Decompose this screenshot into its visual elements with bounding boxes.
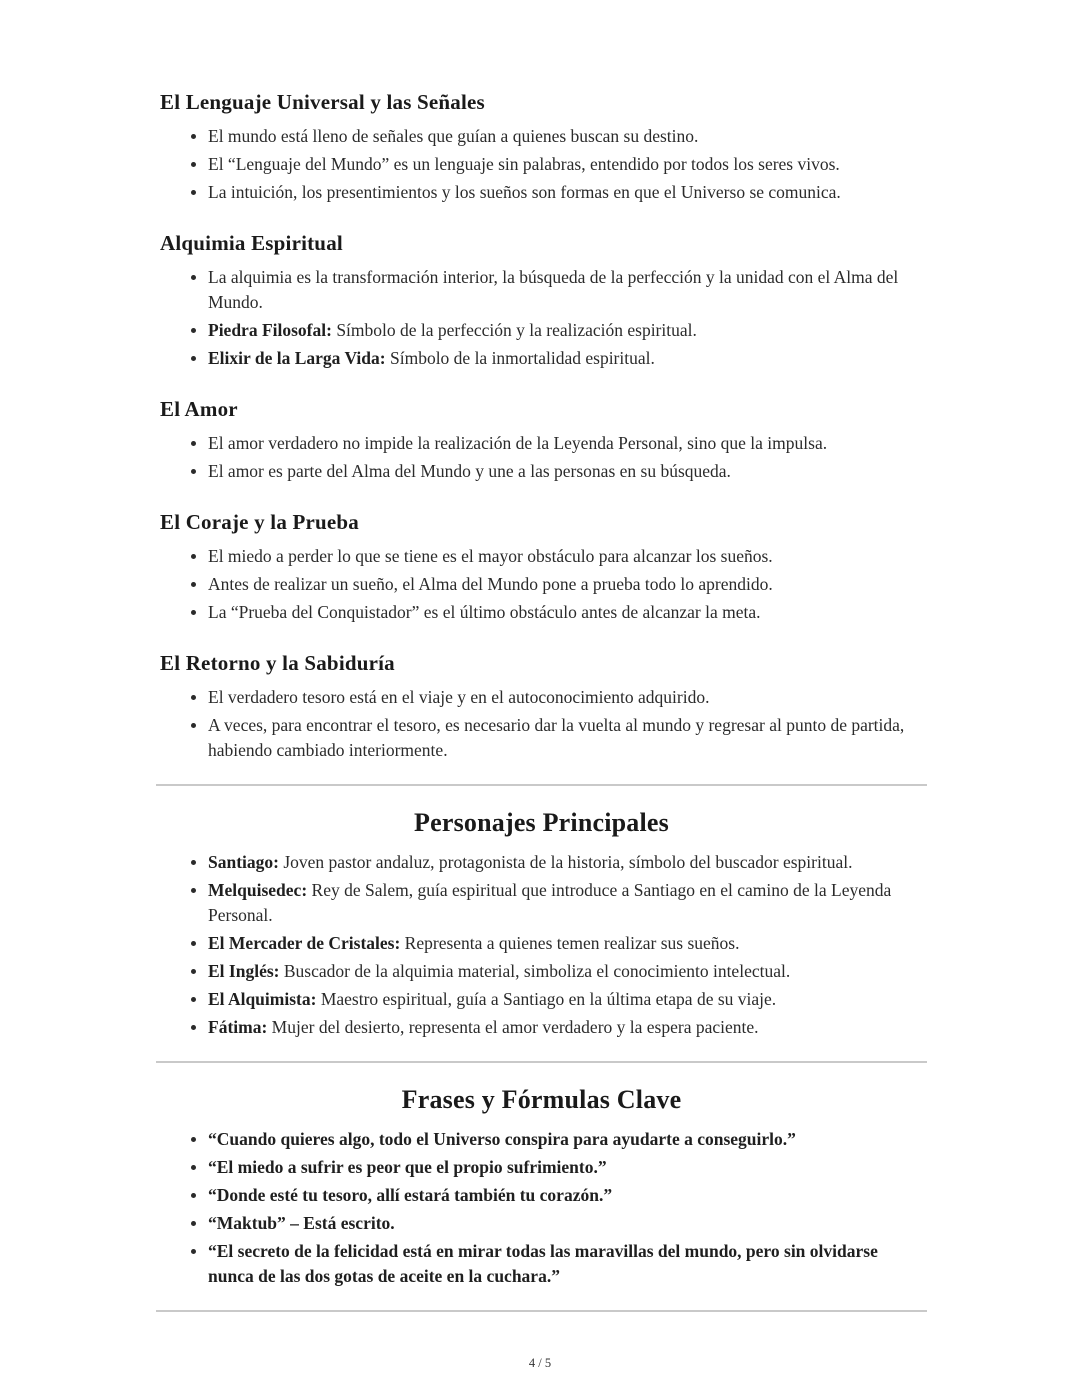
list-item: Antes de realizar un sueño, el Alma del Mundo pone a prueba todo lo aprendido.	[208, 572, 923, 597]
section-title: El Lenguaje Universal y las Señales	[160, 90, 485, 114]
list-item: Santiago: Joven pastor andaluz, protagonista de la historia, símbolo del buscador espiritual.	[208, 850, 923, 875]
list-item: “El secreto de la felicidad está en mirar todas las maravillas del mundo, pero sin olvidarse nunca de las dos gotas de aceite en la cuchara.”	[208, 1239, 923, 1289]
page-number: 4 / 5	[528, 1356, 552, 1370]
list-item: El Mercader de Cristales: Representa a quienes temen realizar sus sueños.	[208, 931, 923, 956]
list-item: La alquimia es la transformación interior, la búsqueda de la perfección y la unidad con el Alma del Mundo.	[208, 265, 923, 315]
section-title: Alquimia Espiritual	[160, 231, 343, 255]
list-item: El amor es parte del Alma del Mundo y une a las personas en su búsqueda.	[208, 459, 923, 484]
bullet-list	[160, 265, 923, 371]
list-item-lead: Piedra Filosofal:	[208, 320, 332, 340]
list-item: “Cuando quieres algo, todo el Universo conspira para ayudarte a conseguirlo.”	[208, 1127, 923, 1152]
section-divider	[156, 1061, 927, 1063]
list-item-lead: Elixir de la Larga Vida:	[208, 348, 386, 368]
list-item-lead: El Alquimista:	[208, 989, 317, 1009]
bullet-list	[160, 544, 923, 625]
section	[160, 808, 923, 1040]
list-item-lead: El Mercader de Cristales:	[208, 933, 401, 953]
list-item-lead: Santiago:	[208, 852, 279, 872]
list-item: Elixir de la Larga Vida: Símbolo de la inmortalidad espiritual.	[208, 346, 923, 371]
list-item: El Inglés: Buscador de la alquimia material, simboliza el conocimiento intelectual.	[208, 959, 923, 984]
section	[160, 90, 923, 205]
bullet-list	[160, 685, 923, 763]
section-divider	[156, 784, 927, 786]
list-item: Fátima: Mujer del desierto, representa el amor verdadero y la espera paciente.	[208, 1015, 923, 1040]
bullet-list	[160, 431, 923, 484]
list-item-lead: Fátima:	[208, 1017, 268, 1037]
bullet-list	[160, 1127, 923, 1289]
section-title: El Retorno y la Sabiduría	[160, 651, 395, 675]
list-item: El “Lenguaje del Mundo” es un lenguaje sin palabras, entendido por todos los seres vivos.	[208, 152, 923, 177]
bullet-list	[160, 850, 923, 1040]
section-title: El Amor	[160, 397, 238, 421]
section-title: Personajes Principales	[414, 808, 669, 837]
section	[160, 397, 923, 484]
section-divider	[156, 1310, 927, 1312]
list-item: El mundo está lleno de señales que guían a quienes buscan su destino.	[208, 124, 923, 149]
list-item: “Maktub” – Está escrito.	[208, 1211, 923, 1236]
list-item: Melquisedec: Rey de Salem, guía espiritual que introduce a Santiago en el camino de la Leyenda Personal.	[208, 878, 923, 928]
list-item-lead: El Inglés:	[208, 961, 280, 981]
list-item: El verdadero tesoro está en el viaje y en el autoconocimiento adquirido.	[208, 685, 923, 710]
list-item: La “Prueba del Conquistador” es el último obstáculo antes de alcanzar la meta.	[208, 600, 923, 625]
list-item: “El miedo a sufrir es peor que el propio sufrimiento.”	[208, 1155, 923, 1180]
section	[160, 510, 923, 625]
list-item: La intuición, los presentimientos y los sueños son formas en que el Universo se comunica.	[208, 180, 923, 205]
list-item: A veces, para encontrar el tesoro, es necesario dar la vuelta al mundo y regresar al punto de partida, habiendo cambiado interiormente.	[208, 713, 923, 763]
list-item: “Donde esté tu tesoro, allí estará también tu corazón.”	[208, 1183, 923, 1208]
section	[160, 1085, 923, 1289]
section	[160, 651, 923, 763]
list-item: El Alquimista: Maestro espiritual, guía a Santiago en la última etapa de su viaje.	[208, 987, 923, 1012]
section-title: Frases y Fórmulas Clave	[401, 1085, 682, 1114]
list-item: El miedo a perder lo que se tiene es el mayor obstáculo para alcanzar los sueños.	[208, 544, 923, 569]
list-item: El amor verdadero no impide la realización de la Leyenda Personal, sino que la impulsa.	[208, 431, 923, 456]
list-item-lead: Melquisedec:	[208, 880, 308, 900]
list-item: Piedra Filosofal: Símbolo de la perfección y la realización espiritual.	[208, 318, 923, 343]
section	[160, 231, 923, 371]
bullet-list	[160, 124, 923, 205]
section-title: El Coraje y la Prueba	[160, 510, 360, 534]
